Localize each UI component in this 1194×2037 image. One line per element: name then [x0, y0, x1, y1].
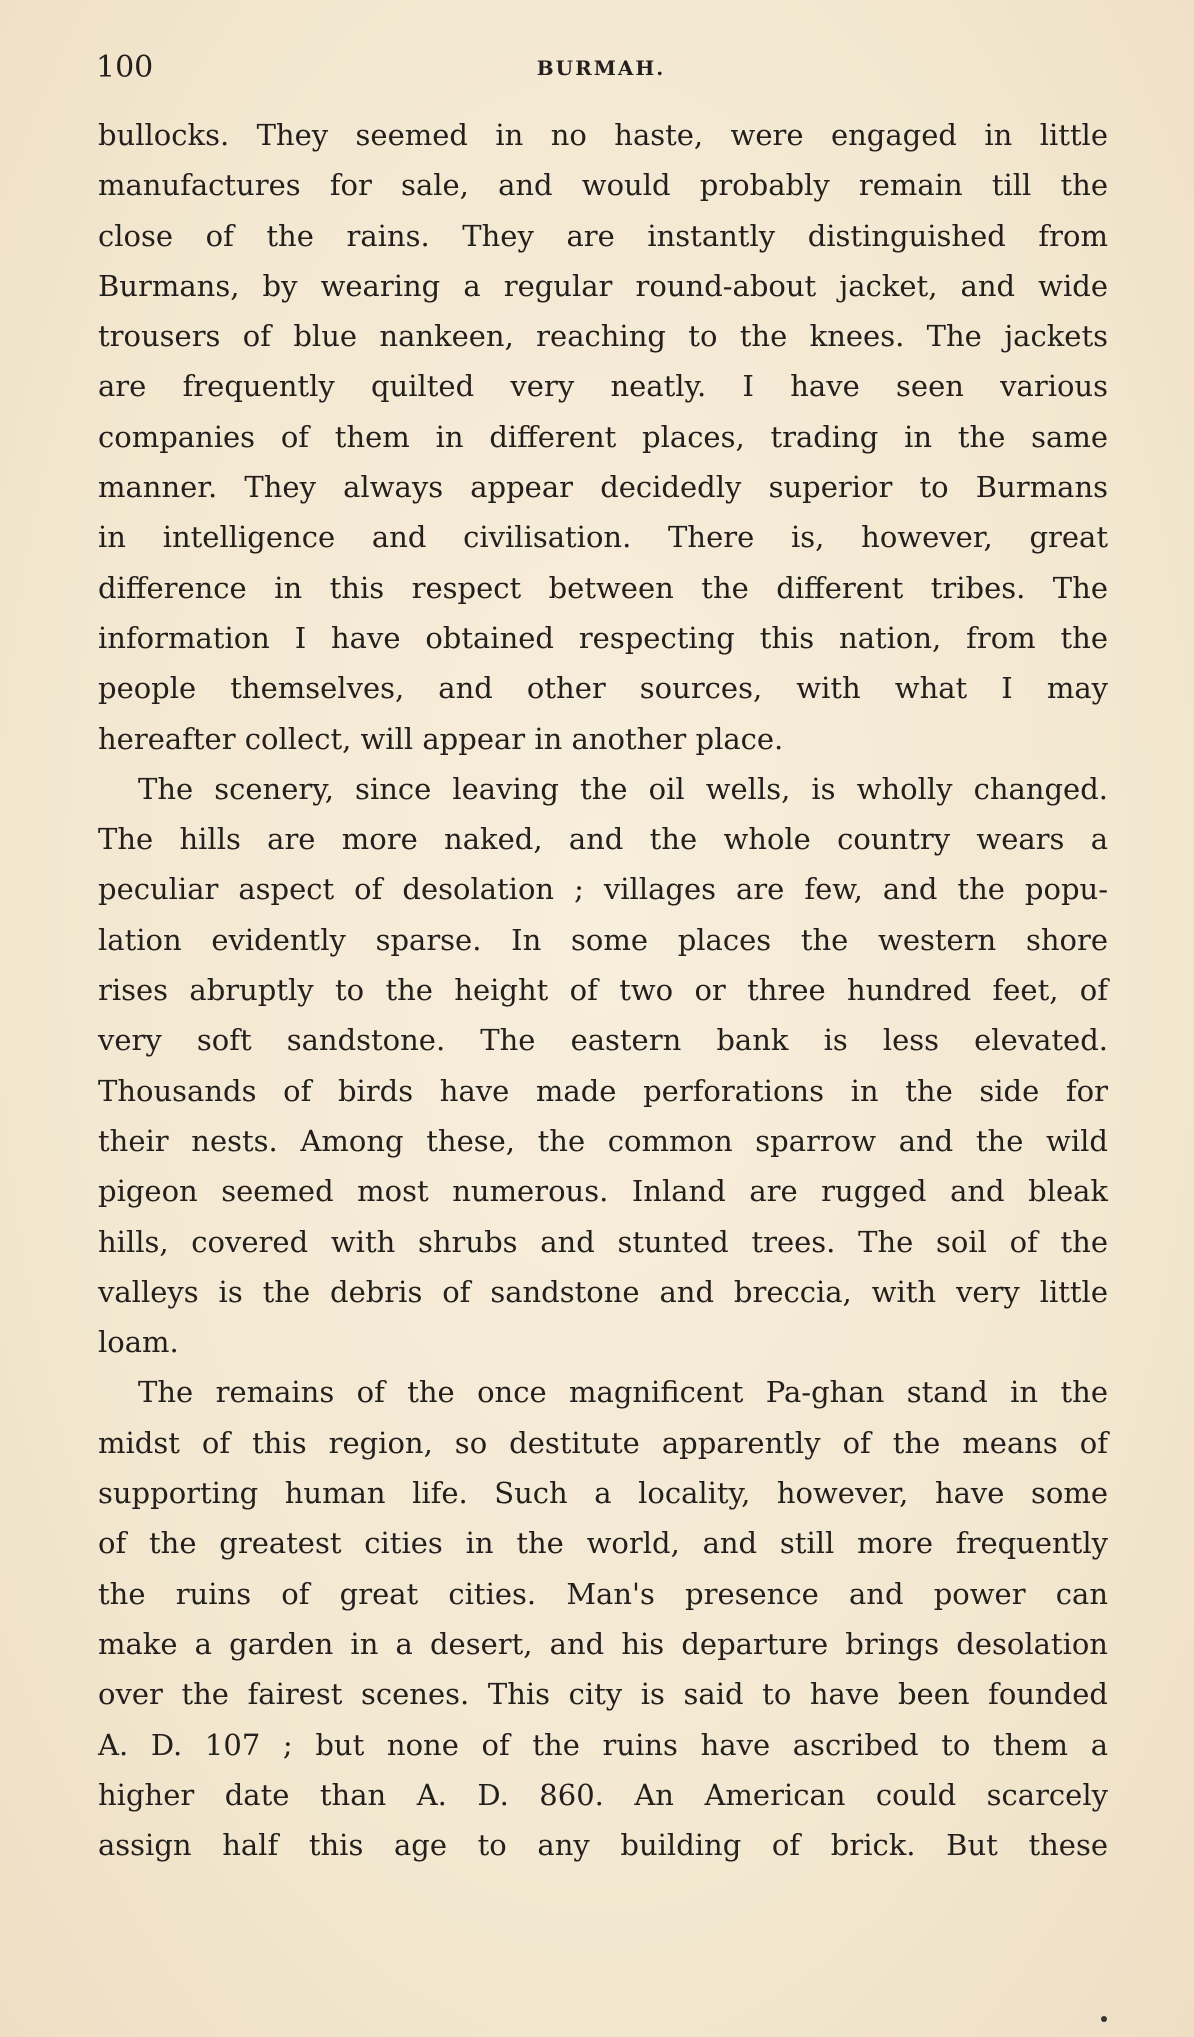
text-line: very soft sandstone. The eastern bank is less elevated.	[98, 1023, 1108, 1058]
text-line: Burmans, by wearing a regular round-about jacket, and wide	[98, 268, 1108, 303]
text-line: peculiar aspect of desolation ; villages are few, and the popu-	[98, 872, 1108, 907]
text-line: manufactures for sale, and would probably remain till the	[98, 168, 1108, 203]
text-line: assign half this age to any building of brick. But these	[98, 1828, 1108, 1863]
text-line: in intelligence and civilisation. There is, however, great	[98, 520, 1108, 555]
body-text	[98, 110, 1108, 1870]
text-line: midst of this region, so destitute apparently of the means of	[98, 1425, 1108, 1460]
text-line: manner. They always appear decidedly superior to Burmans	[98, 470, 1108, 505]
text-line: loam.	[98, 1325, 179, 1360]
running-title: BURMAH.	[536, 56, 666, 80]
text-line: close of the rains. They are instantly distinguished from	[98, 218, 1108, 253]
text-line: make a garden in a desert, and his departure brings desolation	[98, 1626, 1108, 1661]
running-head	[96, 48, 1106, 88]
text-line: Thousands of birds have made perforations in the side for	[98, 1073, 1108, 1108]
text-line: their nests. Among these, the common sparrow and the wild	[98, 1123, 1108, 1158]
text-line: trousers of blue nankeen, reaching to the knees. The jackets	[98, 319, 1108, 354]
text-line: people themselves, and other sources, with what I may	[98, 671, 1108, 706]
text-line: hills, covered with shrubs and stunted trees. The soil of the	[98, 1224, 1108, 1259]
text-line: lation evidently sparse. In some places the western shore	[98, 922, 1108, 957]
text-line: the ruins of great cities. Man's presence and power can	[98, 1576, 1108, 1611]
ink-speck	[1101, 2016, 1107, 2022]
text-line: information I have obtained respecting this nation, from the	[98, 620, 1108, 655]
text-line: The remains of the once magnificent Pa-ghan stand in the	[138, 1375, 1108, 1410]
text-line: valleys is the debris of sandstone and breccia, with very little	[98, 1274, 1108, 1309]
text-line: of the greatest cities in the world, and still more frequently	[98, 1526, 1108, 1561]
text-line: The scenery, since leaving the oil wells, is wholly changed.	[138, 771, 1108, 806]
text-line: over the fairest scenes. This city is said to have been founded	[98, 1677, 1108, 1712]
text-line: companies of them in different places, trading in the same	[98, 419, 1108, 454]
text-line: pigeon seemed most numerous. Inland are rugged and bleak	[98, 1174, 1108, 1209]
text-line: The hills are more naked, and the whole country wears a	[98, 822, 1108, 857]
text-line: rises abruptly to the height of two or three hundred feet, of	[98, 973, 1108, 1008]
text-line: supporting human life. Such a locality, however, have some	[98, 1476, 1108, 1511]
text-line: bullocks. They seemed in no haste, were engaged in little	[98, 118, 1108, 152]
text-line: higher date than A. D. 860. An American could scarcely	[98, 1777, 1108, 1812]
text-line: hereafter collect, will appear in another place.	[98, 721, 784, 756]
text-line: are frequently quilted very neatly. I have seen various	[98, 369, 1108, 404]
text-line: difference in this respect between the different tribes. The	[98, 570, 1108, 605]
page-number: 100	[96, 50, 154, 85]
text-line: A. D. 107 ; but none of the ruins have ascribed to them a	[98, 1727, 1108, 1762]
